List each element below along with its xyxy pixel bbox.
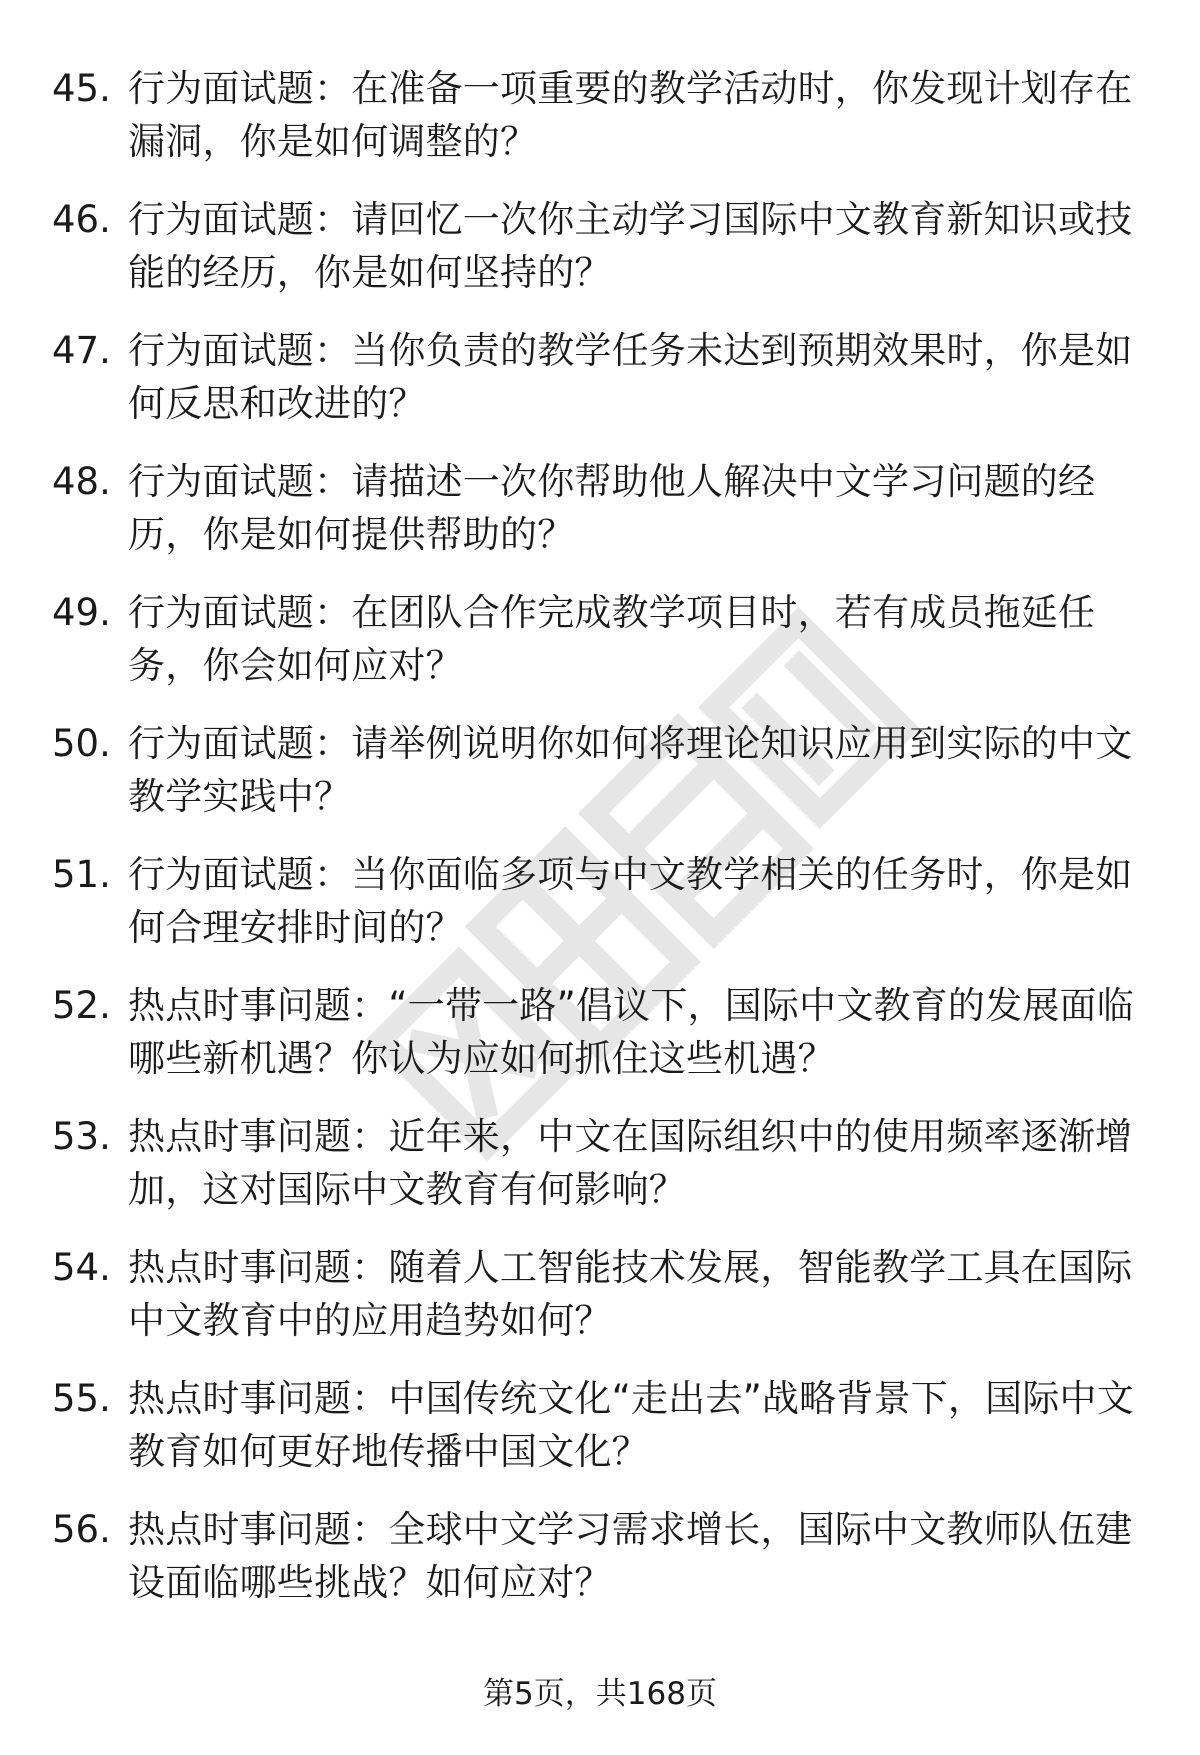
question-text: 行为面试题：当你负责的教学任务未达到预期效果时，你是如何反思和改进的？ (128, 329, 1133, 425)
question-number: 46. (52, 198, 111, 241)
question-text: 行为面试题：请举例说明你如何将理论知识应用到实际的中文教学实践中？ (128, 722, 1133, 818)
question-text: 热点时事问题：“一带一路”倡议下，国际中文教育的发展面临哪些新机遇？你认为应如何抓住这些机遇？ (128, 984, 1134, 1080)
question-number: 52. (52, 984, 111, 1027)
question-item (0, 193, 1200, 324)
question-text: 行为面试题：在准备一项重要的教学活动时，你发现计划存在漏洞，你是如何调整的？ (128, 67, 1133, 163)
question-item (0, 62, 1200, 193)
page-footer (0, 1672, 1200, 1716)
question-item (0, 979, 1200, 1110)
question-text: 行为面试题：在团队合作完成教学项目时，若有成员拖延任务，你会如何应对？ (128, 591, 1096, 687)
question-text: 行为面试题：当你面临多项与中文教学相关的任务时，你是如何合理安排时间的？ (128, 853, 1133, 949)
question-item (0, 1110, 1200, 1241)
question-number: 49. (52, 591, 111, 634)
question-item (0, 717, 1200, 848)
question-text: 热点时事问题：近年来，中文在国际组织中的使用频率逐渐增加，这对国际中文教育有何影响？ (128, 1115, 1133, 1211)
question-number: 55. (52, 1377, 111, 1420)
question-number: 48. (52, 460, 111, 503)
question-item (0, 848, 1200, 979)
question-text: 热点时事问题：全球中文学习需求增长，国际中文教师队伍建设面临哪些挑战？如何应对？ (128, 1508, 1133, 1604)
question-number: 54. (52, 1246, 111, 1289)
question-number: 51. (52, 853, 111, 896)
question-number: 56. (52, 1508, 111, 1551)
question-number: 45. (52, 67, 111, 110)
question-text: 热点时事问题：随着人工智能技术发展，智能教学工具在国际中文教育中的应用趋势如何？ (128, 1246, 1133, 1342)
question-text: 行为面试题：请描述一次你帮助他人解决中文学习问题的经历，你是如何提供帮助的？ (128, 460, 1096, 556)
question-number: 47. (52, 329, 111, 372)
question-list (0, 62, 1200, 1634)
question-item (0, 1241, 1200, 1372)
question-item (0, 455, 1200, 586)
question-text: 热点时事问题：中国传统文化“走出去”战略背景下，国际中文教育如何更好地传播中国文化？ (128, 1377, 1134, 1473)
question-item (0, 324, 1200, 455)
question-item (0, 1503, 1200, 1634)
question-item (0, 586, 1200, 717)
question-number: 53. (52, 1115, 111, 1158)
page-number-label: 第5页，共168页 (483, 1676, 717, 1712)
question-text: 行为面试题：请回忆一次你主动学习国际中文教育新知识或技能的经历，你是如何坚持的？ (128, 198, 1133, 294)
question-number: 50. (52, 722, 111, 765)
question-item (0, 1372, 1200, 1503)
